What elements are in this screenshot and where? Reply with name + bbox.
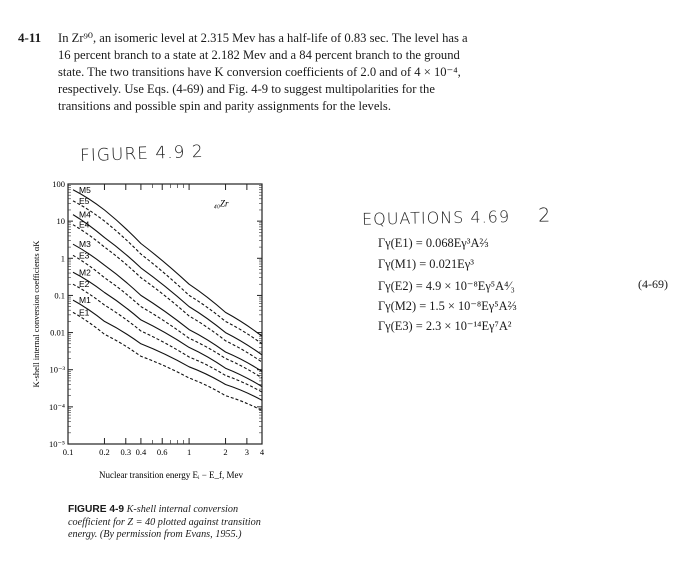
series-label-m1: M1 [79, 295, 91, 306]
x-tick-label: 2 [223, 447, 228, 457]
equation-e2: Γγ(E2) = 4.9 × 10⁻⁸Eγ⁵A⁴⁄₃ [378, 279, 515, 293]
series-line-e5 [73, 201, 262, 344]
x-tick-label: 0.1 [62, 447, 74, 457]
series-line-e1 [73, 312, 262, 410]
problem-line-1: In Zr⁹⁰, an isomeric level at 2.315 Mev has a half-life of 0.83 sec. The level has a [58, 31, 468, 45]
y-tick-label: 10⁻⁴ [49, 401, 65, 412]
caption-label: FIGURE 4-9 [68, 504, 125, 515]
series-line-m2 [73, 272, 262, 386]
series-label-e2: E2 [79, 279, 90, 290]
problem-number: 4-11 [18, 30, 42, 45]
equation-m1: Γγ(M1) = 0.021Eγ³ [378, 257, 474, 271]
series-label-m3: M3 [79, 239, 91, 250]
y-tick-label: 10 [56, 216, 65, 227]
series-label-e4: E4 [79, 219, 90, 230]
series-label-e1: E1 [79, 307, 90, 318]
y-axis-label: K-shell internal conversion coefficients αK [31, 240, 41, 388]
x-tick-label: 0.6 [156, 447, 168, 457]
x-tick-label: 3 [244, 447, 249, 457]
series-label-e5: E5 [79, 195, 90, 206]
y-tick-label: 10⁻³ [49, 364, 65, 375]
x-axis-label: Nuclear transition energy Eᵢ − E_f, Mev [98, 470, 244, 480]
y-tick-label: 10⁻⁵ [49, 439, 65, 449]
conversion-coefficient-chart [30, 166, 290, 488]
equations-note-mark: 2 [537, 204, 552, 227]
series-line-m3 [73, 244, 262, 371]
problem-line-2: 16 percent branch to a state at 2.182 Mev and a 84 percent branch to the ground [58, 48, 460, 62]
y-tick-label: 0.1 [54, 290, 65, 301]
series-line-e2 [73, 284, 262, 392]
series-label-m2: M2 [79, 267, 91, 278]
y-tick-label: 0.01 [50, 327, 65, 338]
x-tick-label: 0.3 [120, 447, 132, 457]
x-tick-label: 1 [186, 447, 192, 457]
equation-m2: Γγ(M2) = 1.5 × 10⁻⁸Eγ⁵A⅔ [378, 299, 517, 313]
equation-number: (4-69) [638, 277, 668, 291]
series-line-m1 [73, 300, 262, 400]
problem-line-4: respectively. Use Eqs. (4-69) and Fig. 4-9 to suggest multipolarities for the [58, 82, 435, 96]
equation-e1: Γγ(E1) = 0.068Eγ³A⅔ [378, 236, 489, 250]
figure-handwritten-note: FIGURE 4.9 2 [79, 141, 204, 167]
series-label-m4: M4 [79, 209, 91, 220]
caption-text: K-shell internal conversion coefficient for Z = 40 plotted against transition energy. (By permission from Evans, 1955.) [68, 504, 261, 541]
problem-line-3: state. The two transitions have K conversion coefficients of 2.0 and of 4 × 10⁻⁴, [58, 65, 461, 79]
y-tick-label: 1 [60, 253, 65, 264]
plot-frame [68, 184, 262, 444]
equations-note-text: EQUATIONS 4.69 [361, 207, 511, 229]
series-label-m5: M5 [79, 184, 91, 195]
x-tick-label: 4 [259, 447, 265, 457]
element-annotation: ₄₀Zr [213, 198, 229, 209]
figure-caption [68, 504, 268, 542]
x-tick-label: 0.2 [99, 447, 110, 457]
series-label-e3: E3 [79, 250, 90, 261]
series-line-e4 [73, 225, 262, 362]
equations-handwritten-note [362, 204, 552, 229]
equation-e3: Γγ(E3) = 2.3 × 10⁻¹⁴Eγ⁷A² [378, 319, 512, 333]
problem-line-5: transitions and possible spin and parity assignments for the levels. [58, 99, 391, 113]
x-tick-label: 0.4 [135, 447, 147, 457]
y-tick-label: 100 [52, 179, 65, 189]
